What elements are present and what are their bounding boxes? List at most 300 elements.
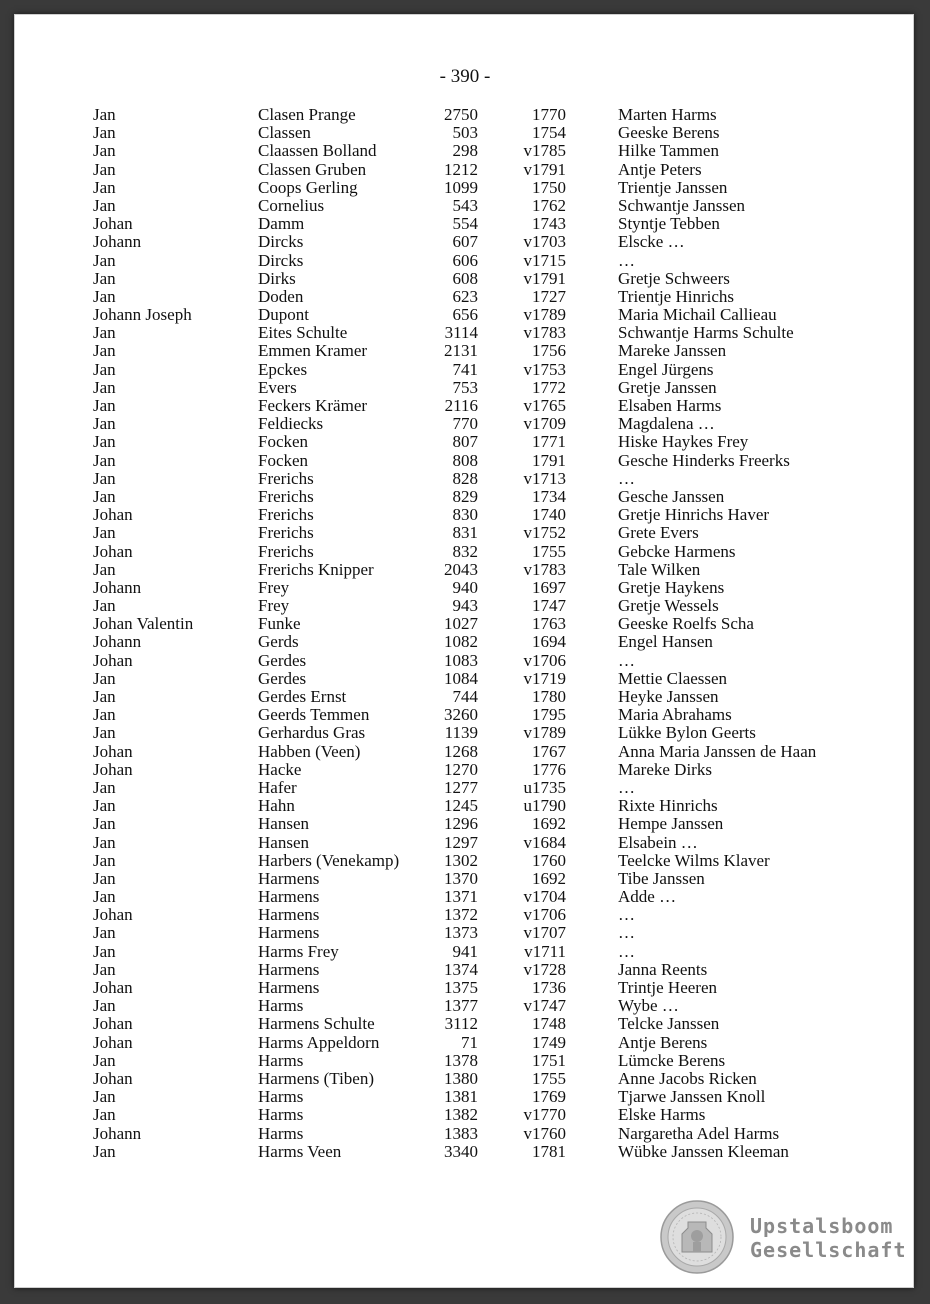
table-row xyxy=(0,197,930,215)
number-cell: 807 xyxy=(452,432,478,452)
spouse-cell: Wübke Janssen Kleeman xyxy=(618,1141,789,1161)
table-row xyxy=(0,179,930,197)
number-cell: 753 xyxy=(452,377,478,397)
table-row xyxy=(0,124,930,142)
number-cell: 2043 xyxy=(444,559,478,579)
year-cell: v1785 xyxy=(523,141,566,161)
first-name-cell: Jan xyxy=(93,1141,116,1161)
year-cell: 1740 xyxy=(532,505,566,525)
table-row xyxy=(0,615,930,633)
first-name-cell: Johan xyxy=(93,1032,133,1052)
table-row xyxy=(0,324,930,342)
year-cell: 1771 xyxy=(532,432,566,452)
spouse-cell: Tale Wilken xyxy=(618,559,701,579)
year-cell: 1781 xyxy=(532,1141,566,1161)
number-cell: 1375 xyxy=(444,978,478,997)
number-cell: 2116 xyxy=(444,396,478,415)
year-cell: v1715 xyxy=(523,250,566,270)
number-cell: 71 xyxy=(461,1032,478,1052)
first-name-cell: Johan xyxy=(93,505,133,525)
number-cell: 770 xyxy=(452,414,478,434)
year-cell: 1763 xyxy=(532,614,566,634)
number-cell: 623 xyxy=(452,286,478,306)
surname-cell: Harmens xyxy=(258,868,320,888)
surname-cell: Frerichs xyxy=(258,505,314,525)
first-name-cell: Jan xyxy=(93,286,116,306)
first-name-cell: Jan xyxy=(93,941,116,961)
surname-cell: Frerichs xyxy=(258,523,314,543)
table-row xyxy=(0,1015,930,1033)
year-cell: v1789 xyxy=(523,305,566,325)
first-name-cell: Jan xyxy=(93,705,116,725)
surname-cell: Epckes xyxy=(258,359,308,379)
year-cell: 1772 xyxy=(532,377,566,397)
surname-cell: Dirks xyxy=(258,268,296,288)
year-cell: 1767 xyxy=(532,741,566,761)
table-row xyxy=(0,815,930,833)
surname-cell: Clasen Prange xyxy=(258,105,356,124)
table-row xyxy=(0,1070,930,1088)
year-cell: v1728 xyxy=(523,959,566,979)
spouse-cell: Telcke Janssen xyxy=(618,1014,720,1034)
first-name-cell: Jan xyxy=(93,450,116,470)
spouse-cell: Anne Jacobs Ricken xyxy=(618,1068,757,1088)
table-row xyxy=(0,979,930,997)
number-cell: 1381 xyxy=(444,1087,478,1107)
table-row xyxy=(0,888,930,906)
year-cell: v1713 xyxy=(523,468,566,488)
year-cell: 1748 xyxy=(532,1014,566,1034)
surname-cell: Hansen xyxy=(258,814,309,834)
spouse-cell: Hempe Janssen xyxy=(618,814,724,834)
surname-cell: Dircks xyxy=(258,250,304,270)
number-cell: 3114 xyxy=(444,323,478,343)
first-name-cell: Jan xyxy=(93,996,116,1016)
surname-cell: Coops Gerling xyxy=(258,177,358,197)
table-row xyxy=(0,924,930,942)
upstalsboom-logo xyxy=(660,1200,905,1280)
year-cell: v1711 xyxy=(524,941,566,961)
spouse-cell: Magdalena … xyxy=(618,414,715,434)
surname-cell: Funke xyxy=(258,614,301,634)
table-row xyxy=(0,252,930,270)
spouse-cell: Styntje Tebben xyxy=(618,214,720,234)
first-name-cell: Jan xyxy=(93,850,116,870)
surname-cell: Harms Appeldorn xyxy=(258,1032,380,1052)
year-cell: 1769 xyxy=(532,1087,566,1107)
number-cell: 808 xyxy=(452,450,478,470)
number-cell: 3340 xyxy=(444,1141,478,1161)
number-cell: 744 xyxy=(452,687,478,706)
table-row xyxy=(0,288,930,306)
spouse-cell: Elscke … xyxy=(618,232,685,252)
number-cell: 941 xyxy=(452,941,478,961)
year-cell: v1770 xyxy=(523,1105,566,1125)
number-cell: 298 xyxy=(452,141,478,161)
number-cell: 1372 xyxy=(444,905,478,925)
spouse-cell: Mareke Janssen xyxy=(618,341,727,361)
year-cell: 1795 xyxy=(532,705,566,725)
table-row xyxy=(0,379,930,397)
table-row xyxy=(0,652,930,670)
surname-cell: Harmens xyxy=(258,887,320,907)
year-cell: v1789 xyxy=(523,723,566,743)
spouse-cell: Tjarwe Janssen Knoll xyxy=(618,1087,766,1107)
table-row xyxy=(0,470,930,488)
year-cell: 1749 xyxy=(532,1032,566,1052)
first-name-cell: Jan xyxy=(93,377,116,397)
surname-cell: Harmens xyxy=(258,959,320,979)
surname-cell: Harmens (Tiben) xyxy=(258,1068,374,1088)
spouse-cell: Elsaben Harms xyxy=(618,396,722,415)
number-cell: 554 xyxy=(452,214,478,234)
surname-cell: Evers xyxy=(258,377,297,397)
spouse-cell: Geeske Berens xyxy=(618,123,720,143)
first-name-cell: Jan xyxy=(93,723,116,743)
spouse-cell: Engel Hansen xyxy=(618,632,713,652)
table-row xyxy=(0,415,930,433)
first-name-cell: Jan xyxy=(93,1050,116,1070)
first-name-cell: Jan xyxy=(93,105,116,124)
first-name-cell: Johan xyxy=(93,978,133,997)
table-row xyxy=(0,761,930,779)
year-cell: 1734 xyxy=(532,486,566,506)
spouse-cell: Hiske Haykes Frey xyxy=(618,432,749,452)
spouse-cell: … xyxy=(618,923,635,943)
number-cell: 2750 xyxy=(444,105,478,124)
table-row xyxy=(0,852,930,870)
spouse-cell: Adde … xyxy=(618,887,677,907)
first-name-cell: Johan xyxy=(93,1014,133,1034)
number-cell: 940 xyxy=(452,577,478,597)
year-cell: u1735 xyxy=(523,777,566,797)
year-cell: v1703 xyxy=(523,232,566,252)
surname-cell: Dupont xyxy=(258,305,309,325)
year-cell: v1753 xyxy=(523,359,566,379)
table-row xyxy=(0,779,930,797)
first-name-cell: Jan xyxy=(93,1087,116,1107)
table-row xyxy=(0,1143,930,1161)
year-cell: 1791 xyxy=(532,450,566,470)
year-cell: v1760 xyxy=(523,1123,566,1143)
table-row xyxy=(0,397,930,415)
table-row xyxy=(0,797,930,815)
surname-cell: Focken xyxy=(258,450,309,470)
table-row xyxy=(0,106,930,124)
spouse-cell: Antje Peters xyxy=(618,159,702,179)
number-cell: 1378 xyxy=(444,1050,478,1070)
spouse-cell: … xyxy=(618,941,635,961)
spouse-cell: Gretje Wessels xyxy=(618,596,719,616)
first-name-cell: Jan xyxy=(93,959,116,979)
spouse-cell: Elsabein … xyxy=(618,832,698,852)
spouse-cell: Hilke Tammen xyxy=(618,141,719,161)
first-name-cell: Jan xyxy=(93,123,116,143)
first-name-cell: Jan xyxy=(93,359,116,379)
spouse-cell: Teelcke Wilms Klaver xyxy=(618,850,770,870)
year-cell: 1754 xyxy=(532,123,566,143)
number-cell: 1377 xyxy=(444,996,478,1016)
surname-cell: Harms Veen xyxy=(258,1141,342,1161)
first-name-cell: Jan xyxy=(93,396,116,415)
surname-cell: Frey xyxy=(258,577,290,597)
spouse-cell: Janna Reents xyxy=(618,959,708,979)
surname-cell: Frerichs Knipper xyxy=(258,559,374,579)
surname-cell: Harmens xyxy=(258,923,320,943)
logo-line-2: Gesellschaft xyxy=(750,1238,907,1262)
year-cell: v1791 xyxy=(523,159,566,179)
year-cell: v1783 xyxy=(523,323,566,343)
number-cell: 943 xyxy=(452,596,478,616)
first-name-cell: Johann xyxy=(93,1123,142,1143)
table-row xyxy=(0,488,930,506)
surname-cell: Feckers Krämer xyxy=(258,396,368,415)
spouse-cell: … xyxy=(618,468,635,488)
number-cell: 1268 xyxy=(444,741,478,761)
first-name-cell: Jan xyxy=(93,141,116,161)
number-cell: 1302 xyxy=(444,850,478,870)
spouse-cell: Grete Evers xyxy=(618,523,699,543)
number-cell: 741 xyxy=(452,359,478,379)
surname-cell: Claassen Bolland xyxy=(258,141,377,161)
table-row xyxy=(0,506,930,524)
table-row xyxy=(0,670,930,688)
spouse-cell: Maria Michail Callieau xyxy=(618,305,777,325)
year-cell: v1747 xyxy=(523,996,566,1016)
number-cell: 3112 xyxy=(444,1014,478,1034)
year-cell: v1719 xyxy=(523,668,566,688)
number-cell: 830 xyxy=(452,505,478,525)
surname-cell: Harms Frey xyxy=(258,941,339,961)
number-cell: 832 xyxy=(452,541,478,561)
year-cell: 1755 xyxy=(532,541,566,561)
first-name-cell: Jan xyxy=(93,796,116,816)
spouse-cell: Heyke Janssen xyxy=(618,687,719,706)
spouse-cell: Trientje Janssen xyxy=(618,177,728,197)
table-row xyxy=(0,870,930,888)
spouse-cell: Trintje Heeren xyxy=(618,978,717,997)
first-name-cell: Jan xyxy=(93,887,116,907)
number-cell: 1082 xyxy=(444,632,478,652)
first-name-cell: Johan xyxy=(93,741,133,761)
year-cell: 1751 xyxy=(532,1050,566,1070)
year-cell: 1747 xyxy=(532,596,566,616)
year-cell: 1780 xyxy=(532,687,566,706)
first-name-cell: Jan xyxy=(93,832,116,852)
first-name-cell: Johan xyxy=(93,759,133,779)
first-name-cell: Jan xyxy=(93,323,116,343)
spouse-cell: Schwantje Janssen xyxy=(618,195,746,215)
surname-cell: Gerdes Ernst xyxy=(258,687,347,706)
number-cell: 1245 xyxy=(444,796,478,816)
table-row xyxy=(0,1052,930,1070)
number-cell: 1027 xyxy=(444,614,478,634)
number-cell: 1370 xyxy=(444,868,478,888)
table-row xyxy=(0,342,930,360)
spouse-cell: Tibe Janssen xyxy=(618,868,705,888)
table-row xyxy=(0,306,930,324)
first-name-cell: Jan xyxy=(93,432,116,452)
number-cell: 1382 xyxy=(444,1105,478,1125)
spouse-cell: … xyxy=(618,250,635,270)
spouse-cell: Antje Berens xyxy=(618,1032,708,1052)
year-cell: 1776 xyxy=(532,759,566,779)
number-cell: 608 xyxy=(452,268,478,288)
table-row xyxy=(0,943,930,961)
number-cell: 1083 xyxy=(444,650,478,670)
first-name-cell: Jan xyxy=(93,159,116,179)
year-cell: 1697 xyxy=(532,577,566,597)
first-name-cell: Jan xyxy=(93,668,116,688)
surname-cell: Harms xyxy=(258,1087,304,1107)
spouse-cell: Gretje Schweers xyxy=(618,268,730,288)
year-cell: 1694 xyxy=(532,632,566,652)
spouse-cell: … xyxy=(618,777,635,797)
table-row xyxy=(0,524,930,542)
year-cell: v1765 xyxy=(523,396,566,415)
table-row xyxy=(0,834,930,852)
first-name-cell: Jan xyxy=(93,177,116,197)
surname-cell: Harmens xyxy=(258,978,320,997)
surname-cell: Frerichs xyxy=(258,541,314,561)
table-row xyxy=(0,633,930,651)
number-cell: 503 xyxy=(452,123,478,143)
table-row xyxy=(0,961,930,979)
seal-icon xyxy=(660,1200,734,1274)
first-name-cell: Johann Joseph xyxy=(93,305,192,325)
number-cell: 1374 xyxy=(444,959,478,979)
first-name-cell: Jan xyxy=(93,341,116,361)
surname-cell: Harmens Schulte xyxy=(258,1014,375,1034)
first-name-cell: Jan xyxy=(93,923,116,943)
first-name-cell: Johann xyxy=(93,577,142,597)
surname-cell: Hahn xyxy=(258,796,295,816)
year-cell: 1762 xyxy=(532,195,566,215)
year-cell: v1706 xyxy=(523,650,566,670)
first-name-cell: Jan xyxy=(93,523,116,543)
first-name-cell: Jan xyxy=(93,195,116,215)
first-name-cell: Jan xyxy=(93,486,116,506)
first-name-cell: Jan xyxy=(93,596,116,616)
spouse-cell: Lükke Bylon Geerts xyxy=(618,723,756,743)
first-name-cell: Johan Valentin xyxy=(93,614,194,634)
number-cell: 829 xyxy=(452,486,478,506)
year-cell: 1770 xyxy=(532,105,566,124)
table-row xyxy=(0,433,930,451)
number-cell: 1277 xyxy=(444,777,478,797)
number-cell: 1297 xyxy=(444,832,478,852)
surname-cell: Hafer xyxy=(258,777,297,797)
surname-cell: Geerds Temmen xyxy=(258,705,370,725)
number-cell: 1270 xyxy=(444,759,478,779)
surname-cell: Classen Gruben xyxy=(258,159,367,179)
table-row xyxy=(0,688,930,706)
year-cell: v1783 xyxy=(523,559,566,579)
year-cell: 1692 xyxy=(532,814,566,834)
surname-cell: Gerds xyxy=(258,632,299,652)
table-row xyxy=(0,1088,930,1106)
number-cell: 831 xyxy=(452,523,478,543)
first-name-cell: Jan xyxy=(93,250,116,270)
surname-cell: Doden xyxy=(258,286,304,306)
spouse-cell: Gretje Hinrichs Haver xyxy=(618,505,770,525)
first-name-cell: Johan xyxy=(93,1068,133,1088)
year-cell: u1790 xyxy=(523,796,566,816)
register-table xyxy=(0,106,930,1161)
year-cell: 1756 xyxy=(532,341,566,361)
number-cell: 1373 xyxy=(444,923,478,943)
number-cell: 1139 xyxy=(444,723,478,743)
table-row xyxy=(0,561,930,579)
spouse-cell: Lümcke Berens xyxy=(618,1050,726,1070)
year-cell: v1709 xyxy=(523,414,566,434)
table-row xyxy=(0,1125,930,1143)
first-name-cell: Jan xyxy=(93,1105,116,1125)
table-row xyxy=(0,452,930,470)
surname-cell: Gerdes xyxy=(258,650,307,670)
surname-cell: Feldiecks xyxy=(258,414,324,434)
number-cell: 1099 xyxy=(444,177,478,197)
number-cell: 1371 xyxy=(444,887,478,907)
year-cell: v1684 xyxy=(523,832,566,852)
spouse-cell: Gesche Janssen xyxy=(618,486,725,506)
first-name-cell: Jan xyxy=(93,468,116,488)
spouse-cell: Elske Harms xyxy=(618,1105,706,1125)
first-name-cell: Jan xyxy=(93,559,116,579)
spouse-cell: … xyxy=(618,650,635,670)
surname-cell: Hansen xyxy=(258,832,309,852)
first-name-cell: Jan xyxy=(93,268,116,288)
surname-cell: Harms xyxy=(258,1105,304,1125)
number-cell: 1296 xyxy=(444,814,478,834)
table-row xyxy=(0,233,930,251)
surname-cell: Focken xyxy=(258,432,309,452)
surname-cell: Damm xyxy=(258,214,305,234)
surname-cell: Frey xyxy=(258,596,290,616)
spouse-cell: Trientje Hinrichs xyxy=(618,286,735,306)
first-name-cell: Jan xyxy=(93,814,116,834)
number-cell: 828 xyxy=(452,468,478,488)
table-row xyxy=(0,142,930,160)
spouse-cell: Maria Abrahams xyxy=(618,705,732,725)
first-name-cell: Jan xyxy=(93,777,116,797)
table-row xyxy=(0,543,930,561)
table-row xyxy=(0,579,930,597)
surname-cell: Gerhardus Gras xyxy=(258,723,366,743)
number-cell: 607 xyxy=(452,232,478,252)
surname-cell: Frerichs xyxy=(258,468,314,488)
surname-cell: Harms xyxy=(258,1123,304,1143)
surname-cell: Gerdes xyxy=(258,668,307,688)
year-cell: 1736 xyxy=(532,978,566,997)
year-cell: v1706 xyxy=(523,905,566,925)
year-cell: v1791 xyxy=(523,268,566,288)
number-cell: 656 xyxy=(452,305,478,325)
surname-cell: Harmens xyxy=(258,905,320,925)
table-row xyxy=(0,1034,930,1052)
spouse-cell: Mettie Claessen xyxy=(618,668,728,688)
year-cell: v1704 xyxy=(523,887,566,907)
table-row xyxy=(0,361,930,379)
year-cell: 1727 xyxy=(532,286,566,306)
first-name-cell: Johann xyxy=(93,632,142,652)
page-number: - 390 - xyxy=(439,66,491,87)
table-row xyxy=(0,743,930,761)
number-cell: 2131 xyxy=(444,341,478,361)
surname-cell: Emmen Kramer xyxy=(258,341,368,361)
table-row xyxy=(0,724,930,742)
year-cell: 1760 xyxy=(532,850,566,870)
